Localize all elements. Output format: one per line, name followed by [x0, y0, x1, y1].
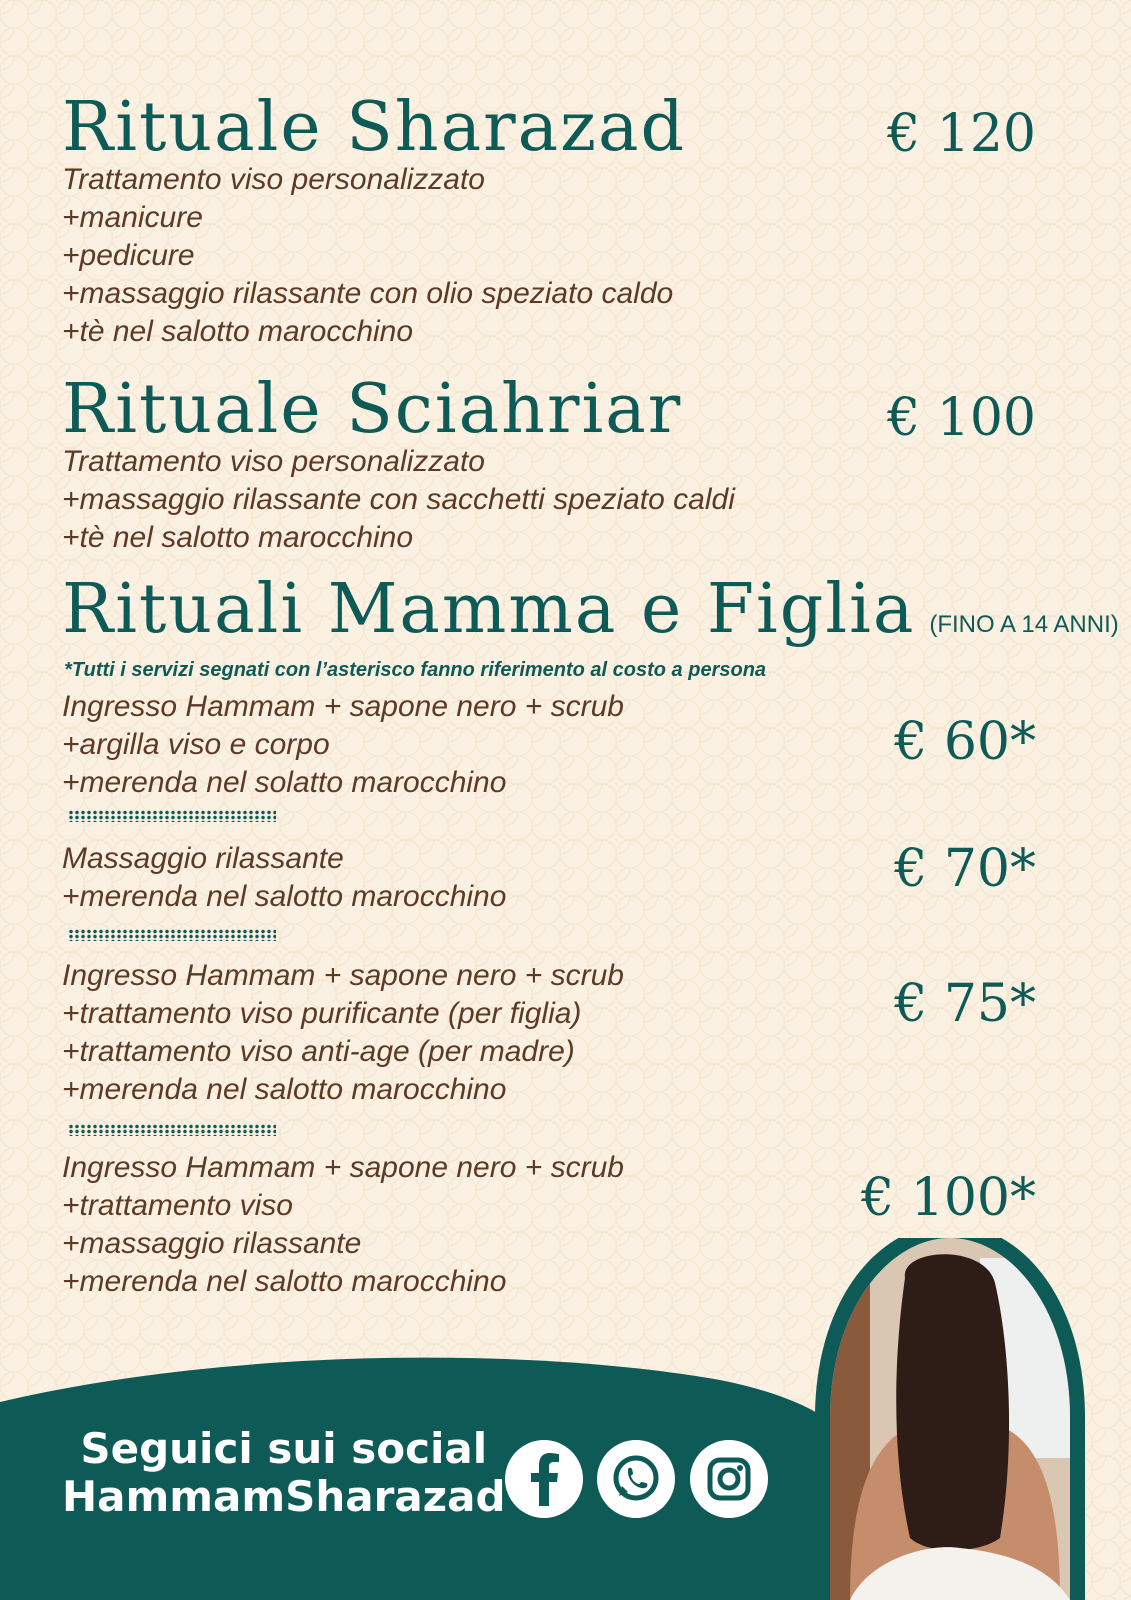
list-item: Ingresso Hammam + sapone nero + scrub — [62, 690, 624, 723]
list-item: +merenda nel salotto marocchino — [62, 1073, 507, 1106]
age-limit-label: (FINO A 14 ANNI) — [929, 611, 1119, 638]
list-item: Massaggio rilassante — [62, 842, 344, 875]
description-sharazad — [62, 161, 673, 351]
list-item: +trattamento viso anti-age (per madre) — [62, 1035, 575, 1068]
list-item: +merenda nel solatto marocchino — [62, 766, 507, 799]
list-item: +trattamento viso purificante (per figlia) — [62, 997, 582, 1030]
offer-price-4: € 100* — [861, 1168, 1036, 1228]
list-item: +pedicure — [62, 239, 195, 272]
offer-price-3: € 75* — [894, 974, 1036, 1034]
section-title-sciahriar: Rituale Sciahriar — [62, 370, 683, 449]
list-item: Trattamento viso personalizzato — [62, 445, 485, 478]
list-item: +massaggio rilassante con olio speziato caldo — [62, 277, 674, 310]
list-item: +manicure — [62, 201, 203, 234]
list-item: Trattamento viso personalizzato — [62, 163, 485, 196]
list-item: +massaggio rilassante — [62, 1227, 362, 1260]
social-handle: HammamSharazad — [62, 1472, 506, 1521]
list-item: Ingresso Hammam + sapone nero + scrub — [62, 959, 624, 992]
dotted-divider — [68, 929, 276, 941]
list-item: +tè nel salotto marocchino — [62, 521, 414, 554]
list-item: +trattamento viso — [62, 1189, 293, 1222]
section-title-mamma-figlia — [62, 570, 1119, 649]
social-follow-line: Seguici sui social — [80, 1424, 488, 1473]
offer-description-3 — [62, 957, 624, 1109]
woman-photo — [810, 1238, 1090, 1600]
dotted-divider — [68, 1124, 276, 1136]
price-sciahriar: € 100 — [887, 388, 1036, 448]
offer-description-4 — [62, 1149, 624, 1301]
mamma-figlia-title-text: Rituali Mamma e Figlia — [62, 570, 916, 649]
price-sharazad: € 120 — [887, 104, 1036, 164]
list-item: +merenda nel salotto marocchino — [62, 880, 507, 913]
asterisk-note: *Tutti i servizi segnati con l’asterisco fanno riferimento al costo a persona — [64, 659, 767, 681]
instagram-icon[interactable] — [690, 1440, 768, 1518]
list-item: +tè nel salotto marocchino — [62, 315, 414, 348]
list-item: +argilla viso e corpo — [62, 728, 330, 761]
offer-price-1: € 60* — [894, 712, 1036, 772]
list-item: +merenda nel salotto marocchino — [62, 1265, 507, 1298]
offer-description-1 — [62, 688, 624, 802]
facebook-icon[interactable] — [505, 1440, 583, 1518]
section-title-sharazad: Rituale Sharazad — [62, 88, 687, 167]
list-item: Ingresso Hammam + sapone nero + scrub — [62, 1151, 624, 1184]
list-item: +massaggio rilassante con sacchetti speziato caldi — [62, 483, 735, 516]
offer-description-2 — [62, 840, 506, 916]
whatsapp-icon[interactable] — [597, 1440, 675, 1518]
social-follow-text — [62, 1425, 506, 1521]
description-sciahriar — [62, 443, 735, 557]
dotted-divider — [68, 810, 276, 822]
offer-price-2: € 70* — [894, 839, 1036, 899]
